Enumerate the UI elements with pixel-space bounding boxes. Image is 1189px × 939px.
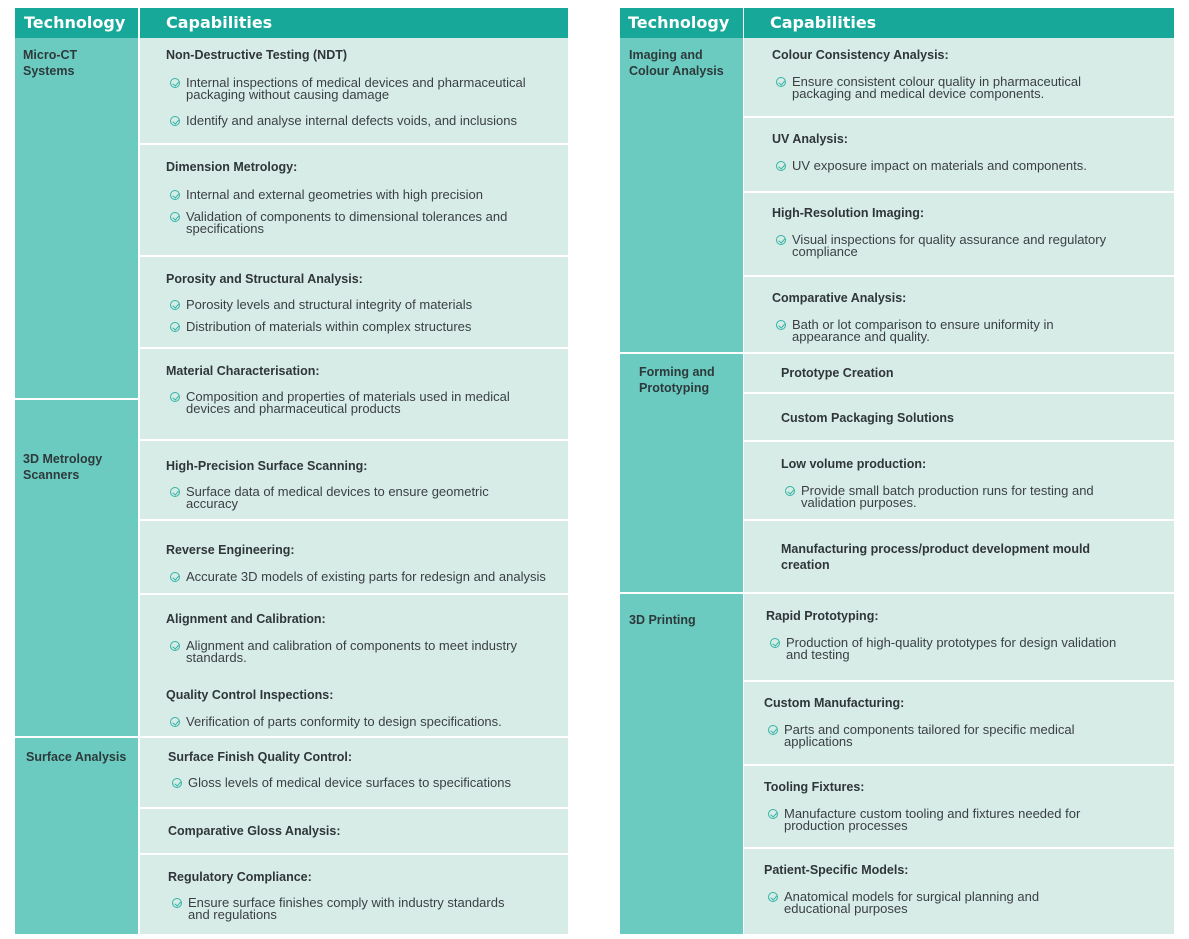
check-circle-icon — [768, 809, 778, 819]
capability-title: Dimension Metrology: — [166, 160, 298, 174]
capability-row — [140, 145, 568, 255]
capability-bullet: Ensure consistent colour quality in pharmaceutical packaging and medical device components. — [792, 76, 1081, 99]
capability-bullet: Porosity levels and structural integrity of materials — [186, 299, 472, 311]
capability-bullet: Internal inspections of medical devices and pharmaceutical packaging without causing damage — [186, 77, 526, 101]
capability-row — [140, 809, 568, 853]
capability-title: Colour Consistency Analysis: — [772, 48, 949, 62]
capability-row — [744, 193, 1174, 275]
capability-title: Regulatory Compliance: — [168, 870, 312, 884]
capability-title: Patient-Specific Models: — [764, 863, 909, 877]
check-circle-icon — [170, 116, 180, 126]
capability-title: Custom Manufacturing: — [764, 696, 905, 710]
capability-title: Prototype Creation — [781, 366, 894, 380]
capability-row — [744, 594, 1174, 680]
technology-column — [15, 38, 138, 934]
technology-label: Forming and Prototyping — [639, 365, 715, 395]
capability-bullet: Ensure surface finishes comply with industry standards and regulations — [188, 897, 504, 920]
check-circle-icon — [776, 161, 786, 171]
left-capabilities-table — [15, 8, 568, 934]
technology-label: Imaging and Colour Analysis — [629, 48, 724, 78]
check-circle-icon — [768, 725, 778, 735]
capability-row — [744, 766, 1174, 847]
capability-row — [744, 682, 1174, 764]
technology-label: 3D Metrology Scanners — [23, 452, 103, 482]
capability-title: High-Precision Surface Scanning: — [166, 459, 368, 473]
capability-title: High-Resolution Imaging: — [772, 206, 925, 220]
capability-row — [140, 521, 568, 593]
technology-label: 3D Printing — [629, 613, 696, 627]
capability-row — [140, 855, 568, 934]
capability-bullet: Surface data of medical devices to ensure geometric accuracy — [186, 486, 489, 509]
technology-cell-3d-printing — [620, 594, 743, 934]
capability-bullet: Bath or lot comparison to ensure uniformity in appearance and quality. — [792, 319, 1054, 342]
check-circle-icon — [776, 77, 786, 87]
capability-title: UV Analysis: — [772, 132, 848, 146]
capability-title: Comparative Analysis: — [772, 291, 907, 305]
check-circle-icon — [776, 320, 786, 330]
check-circle-icon — [172, 778, 182, 788]
capabilities-header: Capabilities — [140, 8, 568, 38]
capability-row — [744, 442, 1174, 519]
capability-bullet: Internal and external geometries with high precision — [186, 189, 483, 201]
technology-header: Technology — [15, 8, 138, 38]
capability-row — [744, 849, 1174, 934]
capability-row — [140, 738, 568, 807]
capability-row — [744, 277, 1174, 352]
check-circle-icon — [170, 322, 180, 332]
capability-bullet: Anatomical models for surgical planning and educational purposes — [784, 891, 1039, 914]
capability-title: Manufacturing process/product development mould creation — [781, 542, 1091, 572]
check-circle-icon — [170, 572, 180, 582]
capability-row — [140, 257, 568, 347]
capability-bullet: Accurate 3D models of existing parts for redesign and analysis — [186, 571, 546, 583]
technology-label: Surface Analysis — [26, 750, 127, 764]
capability-bullet: Identify and analyse internal defects voids, and inclusions — [186, 115, 517, 127]
check-circle-icon — [170, 212, 180, 222]
capability-row — [140, 38, 568, 143]
capability-bullet: Visual inspections for quality assurance and regulatory compliance — [792, 234, 1106, 257]
capability-title: Low volume production: — [781, 457, 927, 471]
capability-bullet: Production of high-quality prototypes for design validation and testing — [786, 637, 1116, 660]
capability-title: Surface Finish Quality Control: — [168, 750, 353, 764]
check-circle-icon — [170, 717, 180, 727]
check-circle-icon — [785, 486, 795, 496]
capability-title: Quality Control Inspections: — [166, 688, 334, 702]
capabilities-column — [744, 38, 1174, 934]
capability-row — [744, 521, 1174, 592]
technology-column — [620, 38, 743, 934]
capability-title: Custom Packaging Solutions — [781, 411, 954, 425]
check-circle-icon — [170, 190, 180, 200]
technology-cell-surface-analysis — [15, 738, 138, 934]
capability-row — [744, 38, 1174, 116]
capability-row — [140, 595, 568, 736]
capability-row — [744, 354, 1174, 392]
capability-title: Non-Destructive Testing (NDT) — [166, 48, 348, 62]
technology-cell-micro-ct — [15, 38, 138, 398]
check-circle-icon — [170, 78, 180, 88]
check-circle-icon — [170, 300, 180, 310]
capability-title: Alignment and Calibration: — [166, 612, 326, 626]
capability-title: Comparative Gloss Analysis: — [168, 824, 341, 838]
check-circle-icon — [172, 898, 182, 908]
capability-bullet: Composition and properties of materials used in medical devices and pharmaceutical products — [186, 391, 510, 415]
check-circle-icon — [770, 638, 780, 648]
technology-cell-forming — [620, 354, 743, 592]
capability-bullet: Validation of components to dimensional tolerances and specifications — [186, 211, 507, 235]
check-circle-icon — [170, 487, 180, 497]
technology-cell-imaging — [620, 38, 743, 352]
capability-bullet: Provide small batch production runs for testing and validation purposes. — [801, 485, 1094, 508]
capability-row — [140, 441, 568, 519]
check-circle-icon — [776, 235, 786, 245]
capability-row — [140, 349, 568, 439]
right-capabilities-table — [620, 8, 1174, 934]
capability-bullet: Parts and components tailored for specific medical applications — [784, 724, 1074, 747]
capability-title: Rapid Prototyping: — [766, 609, 879, 623]
capability-bullet: Manufacture custom tooling and fixtures needed for production processes — [784, 808, 1080, 831]
capability-bullet: Verification of parts conformity to design specifications. — [186, 716, 502, 728]
check-circle-icon — [170, 392, 180, 402]
technology-label: Micro-CT Systems — [23, 48, 78, 78]
capability-title: Porosity and Structural Analysis: — [166, 272, 363, 286]
capability-row — [744, 394, 1174, 440]
capability-bullet: Alignment and calibration of components to meet industry standards. — [186, 640, 517, 663]
technology-header: Technology — [620, 8, 743, 38]
capability-bullet: UV exposure impact on materials and components. — [792, 160, 1087, 172]
capabilities-column — [140, 38, 568, 934]
capability-row — [744, 118, 1174, 191]
check-circle-icon — [170, 641, 180, 651]
capability-title: Tooling Fixtures: — [764, 780, 865, 794]
check-circle-icon — [768, 892, 778, 902]
capability-bullet: Gloss levels of medical device surfaces to specifications — [188, 777, 511, 789]
technology-cell-3d-metrology — [15, 400, 138, 736]
capability-bullet: Distribution of materials within complex structures — [186, 321, 471, 333]
capability-title: Material Characterisation: — [166, 364, 320, 378]
capability-title: Reverse Engineering: — [166, 543, 295, 557]
capabilities-header: Capabilities — [744, 8, 1174, 38]
